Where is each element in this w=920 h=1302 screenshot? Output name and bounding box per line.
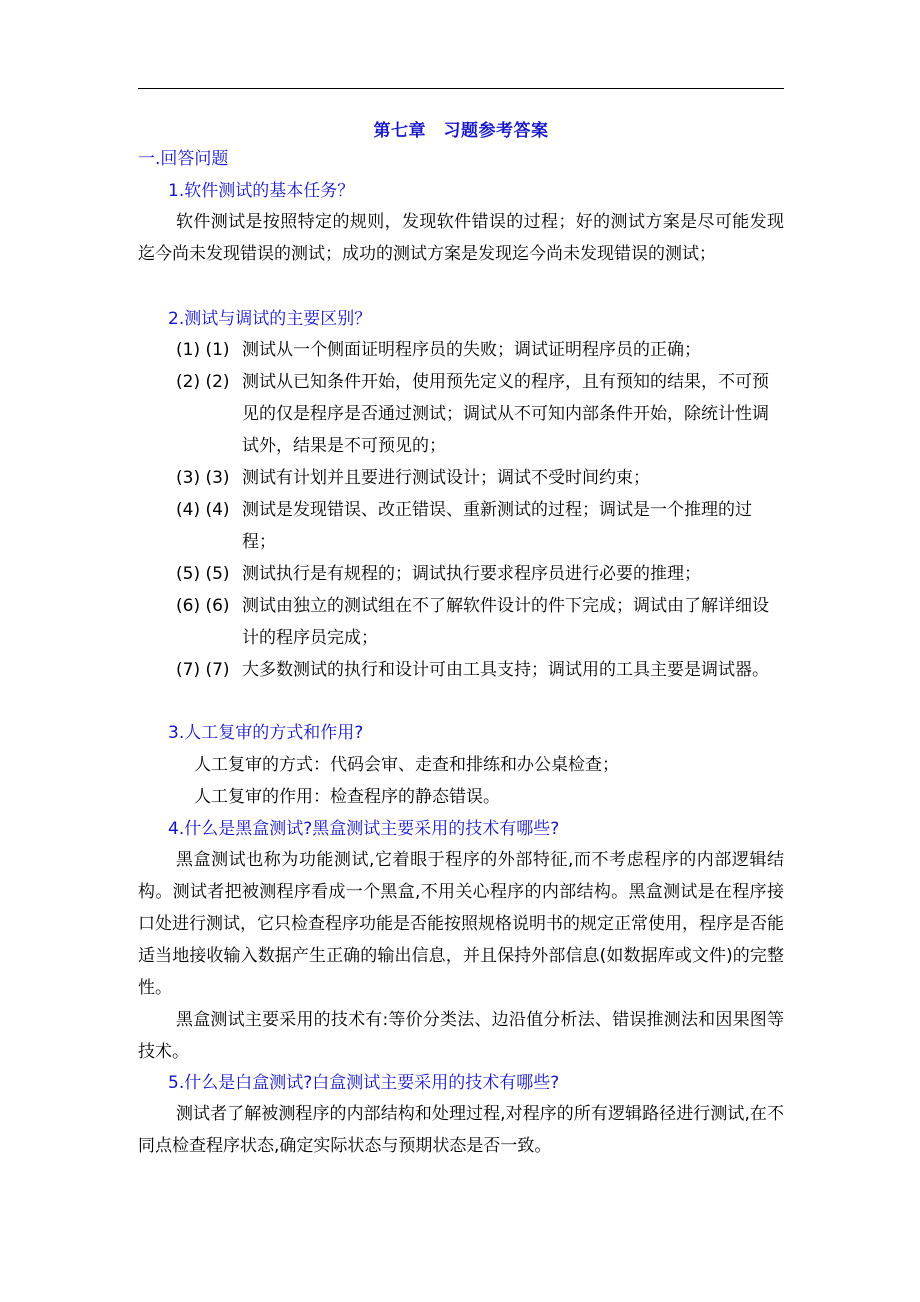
list-item-text: 测试执行是有规程的；调试执行要求程序员进行必要的推理； [242, 564, 701, 584]
chapter-title: 第七章 习题参考答案 [373, 121, 549, 141]
answer-4-paragraph-2: 黑盒测试主要采用的技术有:等价分类法、边沿值分析法、错误推测法和因果图等技术。 [138, 1010, 784, 1062]
list-item-number: (2) (2) [176, 372, 230, 392]
list-item [176, 494, 784, 558]
answer-4-paragraph-1: 黑盒测试也称为功能测试,它着眼于程序的外部特征,而不考虑程序的内部逻辑结构。测试者把被测程序看成一个黑盒,不用关心程序的内部结构。黑盒测试是在程序接口处进行测试，它只检查程序功能是否能按照规格说明书的规定正常使用，程序是否能适当地接收输入数据产生正确的输出信息，并且保持外部信息(如数据库或文件)的完整性。 [138, 850, 784, 998]
list-item-text: 测试从一个侧面证明程序员的失败；调试证明程序员的正确； [242, 340, 701, 360]
list-item [176, 334, 784, 366]
list-item [176, 590, 784, 654]
list-item-number: (3) (3) [176, 468, 230, 488]
header-rule [138, 88, 784, 89]
answer-3-line-1: 人工复审的方式：代码会审、走查和排练和办公桌检查； [194, 755, 619, 775]
list-item-number: (7) (7) [176, 660, 230, 680]
question-4: 4.什么是黑盒测试?黑盒测试主要采用的技术有哪些? [168, 819, 560, 839]
section-heading: 一.回答问题 [138, 149, 229, 169]
answer-3-line-2: 人工复审的作用：检查程序的静态错误。 [194, 787, 500, 807]
list-item [176, 558, 784, 590]
question-1: 1.软件测试的基本任务？ [168, 181, 355, 201]
list-item-text: 测试有计划并且要进行测试设计；调试不受时间约束； [242, 468, 650, 488]
answer-5-paragraph-1: 测试者了解被测程序的内部结构和处理过程,对程序的所有逻辑路径进行测试,在不同点检查程序状态,确定实际状态与预期状态是否一致。 [138, 1104, 784, 1156]
list-item-number: (5) (5) [176, 564, 230, 584]
list-item [176, 462, 784, 494]
list-item [176, 654, 784, 686]
list-item-number: (6) (6) [176, 596, 230, 616]
list-item-number: (1) (1) [176, 340, 230, 360]
question-2: 2.测试与调试的主要区别？ [168, 309, 372, 329]
list-item-text: 测试是发现错误、改正错误、重新测试的过程；调试是一个推理的过程； [242, 500, 752, 552]
list-item-text: 大多数测试的执行和设计可由工具支持；调试用的工具主要是调试器。 [242, 660, 769, 680]
list-item-text: 测试由独立的测试组在不了解软件设计的件下完成；调试由了解详细设计的程序员完成； [242, 596, 769, 648]
list-item [176, 366, 784, 462]
list-item-text: 测试从已知条件开始，使用预先定义的程序，且有预知的结果，不可预见的仅是程序是否通过测试；调试从不可知内部条件开始，除统计性调试外，结果是不可预见的； [242, 372, 769, 456]
answer-1: 软件测试是按照特定的规则，发现软件错误的过程；好的测试方案是尽可能发现迄今尚未发现错误的测试；成功的测试方案是发现迄今尚未发现错误的测试； [138, 212, 784, 264]
question-5: 5.什么是白盒测试?白盒测试主要采用的技术有哪些? [168, 1073, 560, 1093]
question-3: 3.人工复审的方式和作用? [168, 723, 364, 743]
list-item-number: (4) (4) [176, 500, 230, 520]
